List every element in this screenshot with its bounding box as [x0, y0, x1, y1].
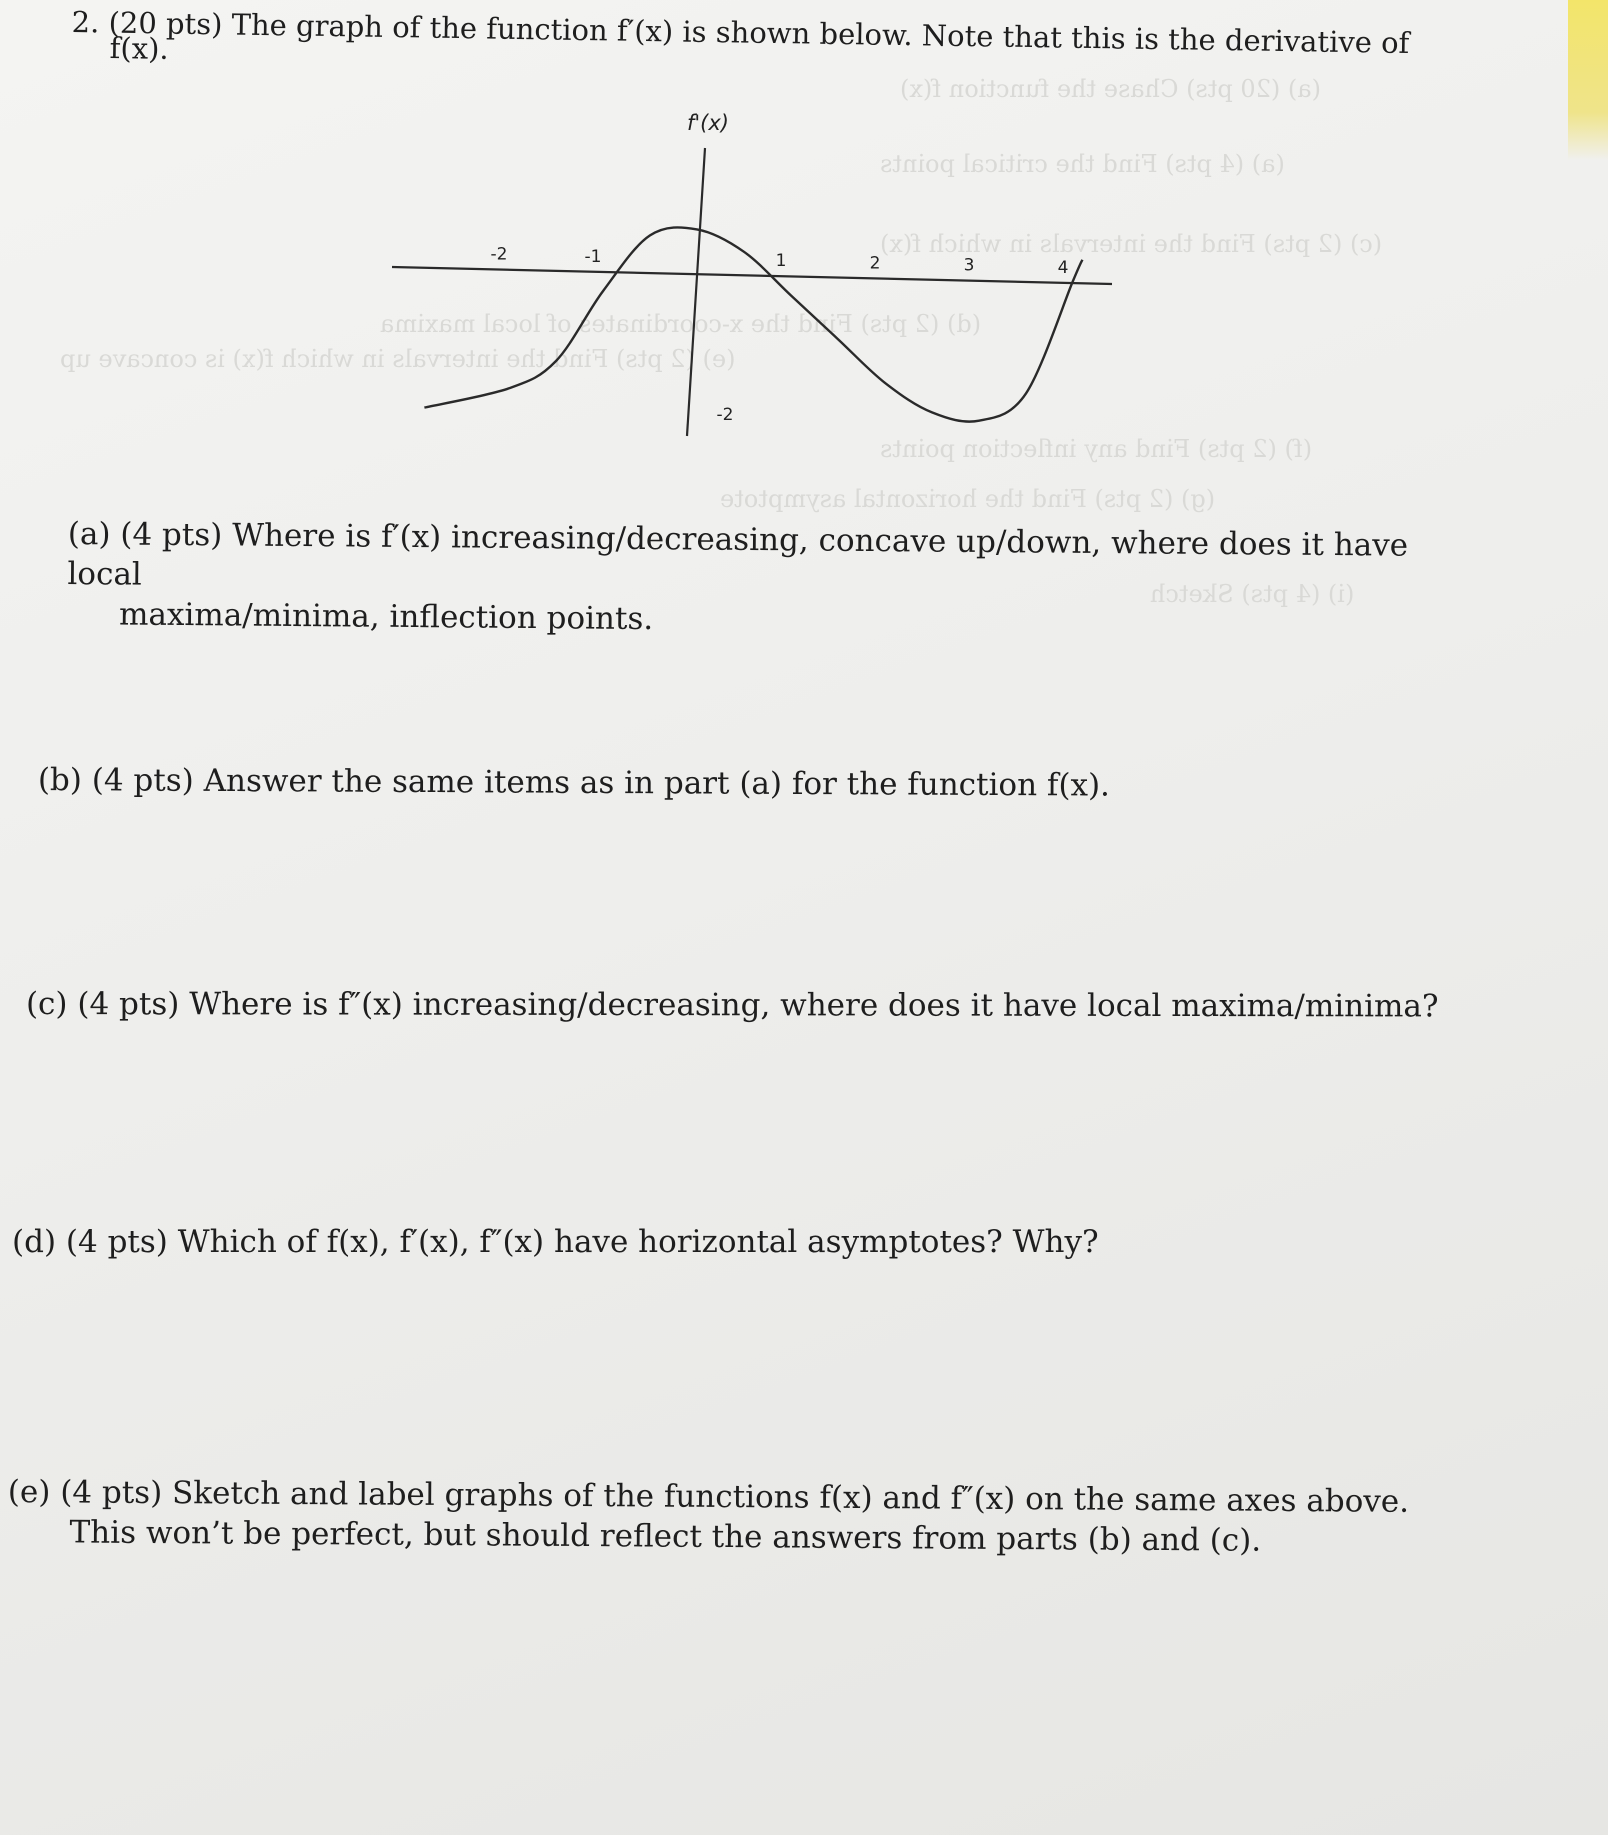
part-c-label: (c)	[25, 986, 68, 1023]
part-c-points: (4 pts)	[77, 986, 180, 1023]
question-points: (20 pts)	[108, 5, 223, 42]
question-text: The graph of the function f′(x) is shown below. Note that this is the derivative of	[231, 7, 1410, 61]
part-d-points: (4 pts)	[65, 1224, 168, 1260]
fprime-curve	[424, 227, 1082, 421]
x-tick-label: 4	[1057, 257, 1069, 278]
question-text-continued: f(x).	[109, 30, 169, 66]
x-tick-label: 2	[869, 253, 881, 274]
y-axis	[687, 148, 705, 436]
part-d-text: Which of f(x), f′(x), f″(x) have horizontal asymptotes? Why?	[177, 1224, 1099, 1260]
part-e-points: (4 pts)	[60, 1474, 163, 1512]
part-a	[67, 514, 1468, 646]
x-tick-label: 3	[963, 255, 975, 276]
y-tick-label: -2	[716, 405, 734, 425]
part-d-label: (d)	[12, 1224, 57, 1260]
y-tick-labels	[717, 405, 734, 425]
derivative-graph	[0, 0, 1608, 460]
part-c-text: Where is f″(x) increasing/decreasing, where does it have local maxima/minima?	[189, 986, 1439, 1025]
part-a-points: (4 pts)	[120, 516, 223, 554]
y-axis-label: f'(x)	[687, 111, 729, 135]
part-b	[38, 760, 1438, 807]
x-tick-label: 1	[775, 251, 787, 272]
x-tick-labels	[491, 245, 1069, 278]
x-axis	[392, 267, 1112, 284]
part-c	[26, 984, 1526, 1027]
part-b-points: (4 pts)	[91, 762, 194, 799]
part-a-text-continued: maxima/minima, inflection points.	[118, 596, 654, 638]
part-b-text: Answer the same items as in part (a) for the function f(x).	[203, 762, 1111, 804]
x-tick-label: -2	[490, 244, 508, 265]
x-tick-label: -1	[584, 246, 602, 267]
part-e-label: (e)	[7, 1474, 51, 1511]
part-e-text-continued: This won’t be perfect, but should reflect the answers from parts (b) and (c).	[69, 1514, 1262, 1559]
part-e	[7, 1472, 1598, 1563]
part-e-text: Sketch and label graphs of the functions f(x) and f″(x) on the same axes above.	[171, 1475, 1410, 1520]
part-b-label: (b)	[37, 762, 83, 799]
question-number: 2.	[71, 4, 100, 40]
part-a-label: (a)	[67, 515, 111, 553]
part-d	[12, 1222, 1412, 1262]
part-a-text: Where is f′(x) increasing/decreasing, concave up/down, where does it have local	[67, 517, 1409, 593]
